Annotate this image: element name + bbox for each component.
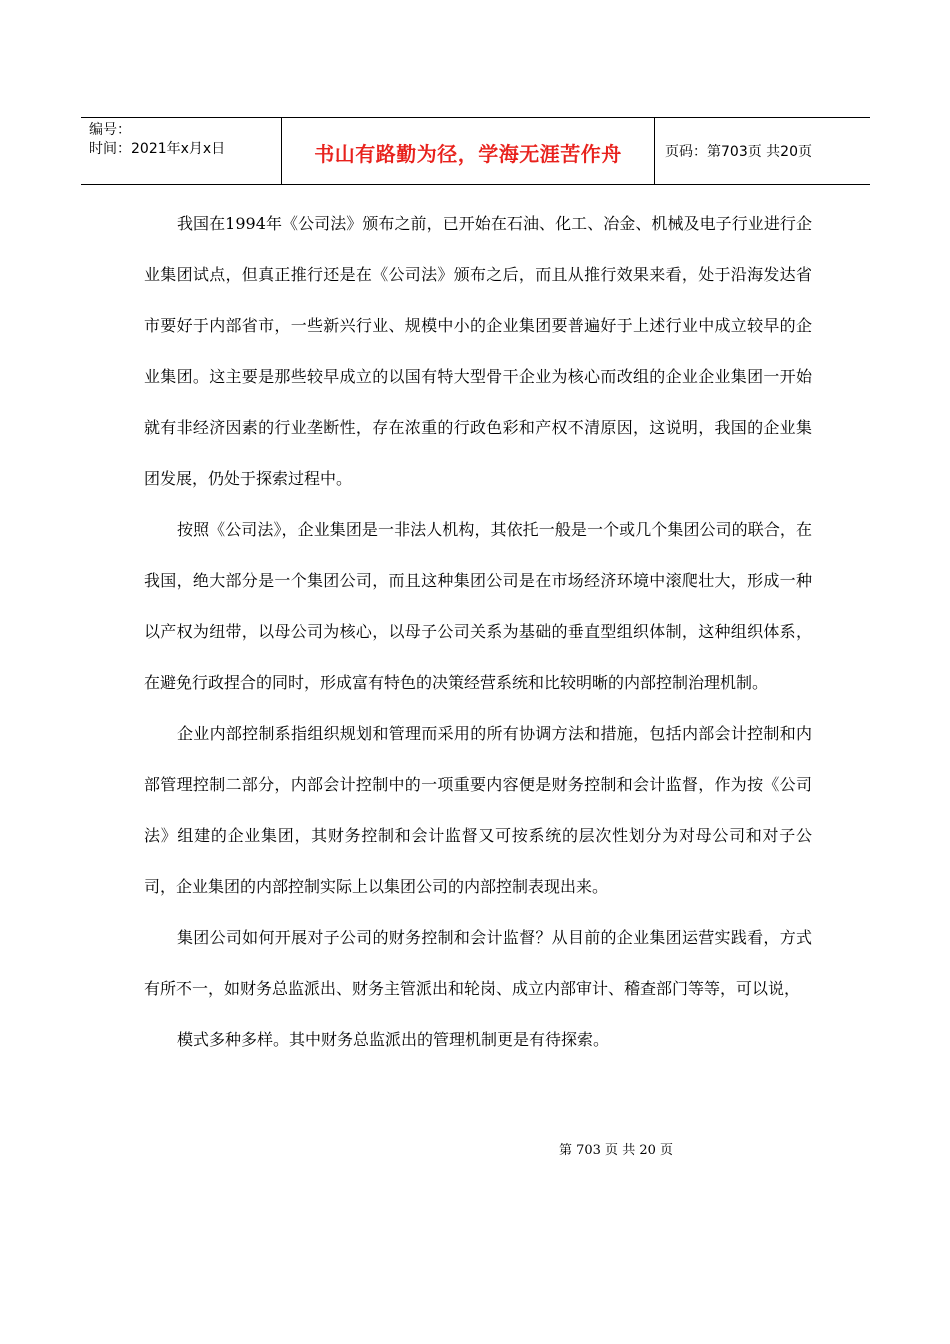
header-page-info: 页码：第703页 共20页 [665, 144, 812, 160]
document-time-label: 时间：2021年x月x日 [89, 141, 226, 157]
footer-page-number: 第 703 页 共 20 页 [558, 1143, 674, 1158]
body-paragraph: 我国在1994年《公司法》颁布之前，已开始在石油、化工、冶金、机械及电子行业进行企业集团试点，但真正推行还是在《公司法》颁布之后，而且从推行效果来看，处于沿海发达省市要好于内部省市，一些新兴行业、规模中小的企业集团要普遍好于上述行业中成立较早的企业集团。这主要是那些较早成立的以国有特大型骨干企业为核心而改组的企业企业集团一开始就有非经济因素的行业垄断性，存在浓重的行政色彩和产权不清原因，这说明，我国的企业集团发展，仍处于探索过程中。 [144, 214, 812, 488]
body-paragraph: 集团公司如何开展对子公司的财务控制和会计监督？从目前的企业集团运营实践看，方式有所不一，如财务总监派出、财务主管派出和轮岗、成立内部审计、稽查部门等等，可以说， [144, 928, 812, 998]
header-motto-cell [282, 118, 655, 184]
document-number-label: 编号： [89, 122, 131, 138]
body-paragraph: 按照《公司法》，企业集团是一非法人机构，其依托一般是一个或几个集团公司的联合，在我国，绝大部分是一个集团公司，而且这种集团公司是在市场经济环境中滚爬壮大，形成一种以产权为纽带，以母公司为核心，以母子公司关系为基础的垂直型组织体制，这种组织体系，在避免行政捏合的同时，形成富有特色的决策经营系统和比较明晰的内部控制治理机制。 [144, 520, 812, 692]
document-body [144, 198, 812, 1065]
header-motto: 书山有路勤为径，学海无涯苦作舟 [314, 141, 622, 166]
body-paragraph: 模式多种多样。其中财务总监派出的管理机制更是有待探索。 [177, 1030, 610, 1049]
header-meta-cell [81, 118, 282, 184]
document-header [81, 117, 870, 185]
page-footer [0, 1139, 950, 1158]
header-page-cell [655, 118, 870, 184]
body-paragraph: 企业内部控制系指组织规划和管理而采用的所有协调方法和措施，包括内部会计控制和内部管理控制二部分，内部会计控制中的一项重要内容便是财务控制和会计监督，作为按《公司法》组建的企业集团，其财务控制和会计监督又可按系统的层次性划分为对母公司和对子公司，企业集团的内部控制实际上以集团公司的内部控制表现出来。 [144, 724, 812, 896]
